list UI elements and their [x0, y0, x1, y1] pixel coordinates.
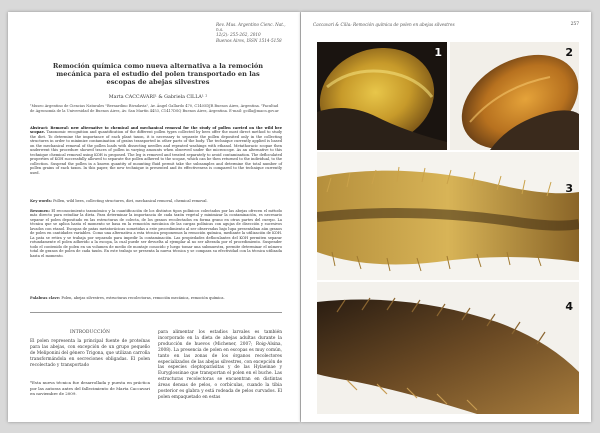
footnote: *Esta nueva técnica fue desarrollada y puesta en práctica por las autoras antes del fallecimiento de Marta Caccavari en noviembre de 2009.: [30, 380, 150, 396]
journal-running-head: [216, 22, 286, 43]
palabras-text: Polen, abejas silvestres, estructuras recolectoras, remoción mecánica, remoción química.: [61, 296, 225, 300]
article-title: Remoción química como nueva alternativa a la remoción mecánica para el estudio del polen transportado en las escopas de abejas silvestres: [52, 62, 264, 87]
photo-4-scopa-cleaned: [317, 282, 579, 414]
figure-label-2: 2: [565, 46, 573, 59]
intro-paragraph-continued: para alimentar los estadios larvales es también incorporado en la dieta de abejas adultas durante la producción de huevos (Michener, 2007; Roig-Alsina, 2008). La presencia de polen en escopas es muy común, tanto en las zonas de los órganos recolectores especializados de las abejas silvestres, con excepción de las especies cleptoparásitas y de las Hylaeinae y Euryglossinae que transportan el polen en el buche. Las estructuras recolectoras se encuentran en distintas áreas densas de pelos, o corbículas, cuando la tibia posterior es glabra y está rodeada de pelos curvados. El polen empaquetado en estas: [158, 330, 282, 400]
figure-label-4: 4: [565, 300, 573, 313]
right-page: [301, 12, 591, 422]
resumen-text: El reconocimiento taxonómico y la cuantificación de los distintos tipos polínicos colectados por las abejas ofrecen el método más directo para estudiar la dieta. Para determinar la importancia de cada taxón vegetal y minimizar la contaminación, es necesario separar el polen depositado en las estructuras de colecta, de los granos recolectados en forma grano en otras partes del cuerpo. La técnica que se aplica hasta el momento se basa en la remoción mecánica de las cargas polínicas con agujas de disección y sucesivos lavados con etanol. Escopas de patas metatorácicas sometidas a este procedimiento al ser observadas bajo lupa presentaban aún granos de polen en cantidades variables. Como una alternativa a esta técnica proponemos la remoción química, mediante la utilización de KOH. La pata se retira y se trabaja por separado para impedir la contaminación. Las propiedades defloculantes del KOH permiten separar rotundamente el polen adherido a la escopa, la cual puede ser devuelta al ejemplar al no ser alterada por el procedimiento. Suspender todo el contenido de polen en un volumen de medio de montaje conocido y luego tomar una submuestra, permite determinar el número total de granos de polen de cada taxón. En este trabajo se presenta la nueva técnica y se compara su efectividad con la técnica utilizada hasta el momento.: [30, 209, 282, 258]
figure-plate: [317, 42, 579, 414]
keywords-text: Pollen, wild bees, collecting structures, diet, mechanical removal, chemical removal.: [53, 199, 208, 203]
keywords: [30, 199, 282, 203]
abstract-label: Abstract: Removal: new alternative to chemical and mechanical removal for the study of pollen carried on the wild bee scopae.: [30, 126, 282, 135]
body-column-right: [158, 330, 282, 401]
journal-name: Rev. Mus. Argentino Cienc. Nat., n.s.: [216, 22, 286, 33]
figure-label-1: 1: [434, 46, 442, 59]
palabras-clave: [30, 296, 282, 300]
palabras-label: Palabras clave:: [30, 296, 61, 300]
resumen: [30, 209, 282, 258]
journal-volume: 12(2): 255-262, 2010: [216, 32, 261, 38]
abstract-text: Taxonomic recognition and quantification of the different pollen types collected by bees offer the most direct method to study the diet. To determine the importance of each plant taxon, it is necessary to separate the pollen deposited only in the collecting structures in order to minimize contamination of grains transported in other parts of the body. The technique currently applied is based on the mechanical removal of the pollen loads with dissecting needles and repeated washings with ethanol. Metathoracic scopae then underwent this procedure showed traces of pollen in varying amounts when observed under the microscope. As an alternative to this technique chemical removal using KOH is proposed. The leg is removed and treated separately to avoid contamination. The defloculated properties of KOH successfully allowed to separate the pollen adhered to the scopae, which can be then returned to the individual, to the collection. Suspend the pollen in a known quantity of mounting fluid permit take the subsamples and determine the total number of pollen grains of each taxon. In this paper, the new technique is presented and its effectiveness is compared to the technique currently used.: [30, 130, 282, 175]
keywords-label: Key words:: [30, 199, 52, 203]
intro-paragraph: El polen representa la principal fuente de proteínas para las abejas, con excepción de un grupo pequeño de Meliponini del género Trigona, que utilizan carroña transformándola en secreciones obligadas. El polen recolectado y transportado: [30, 338, 150, 368]
page-number: 257: [570, 22, 579, 27]
left-page: [8, 12, 300, 422]
figure-label-3: 3: [565, 182, 573, 195]
abstract: [30, 126, 282, 175]
author-affiliation: ¹Museo Argentino de Ciencias Naturales "Bernardino Rivadavia", Av. Ángel Gallardo 470, C1405DJR Buenos Aires, Argentina. ²Facultad de Agronomía de la Universidad de Buenos Aires, Av. San Martín 4453, C1417DSQ Buenos Aires, Argentina. E-mail: gcilla@macn.gov.ar: [30, 104, 279, 113]
article-authors: Marta CACCAVARI¹ & Gabriela CILLA¹ ²: [108, 95, 208, 100]
journal-issn: Buenos Aires, ISSN 1514-5158: [216, 37, 282, 43]
resumen-label: Resumen:: [30, 209, 50, 213]
photo-3-scopa-wide: [317, 152, 579, 280]
body-column-left: [30, 330, 150, 396]
photo-2-leg-orange-pollen: [450, 42, 579, 150]
intro-heading: INTRODUCCIÓN: [69, 330, 111, 335]
section-divider: [30, 312, 282, 313]
photo-1-leg-with-pollen: [317, 42, 447, 150]
article-running-head: Caccavari & Cilla: Remoción química de polen en abejas silvestres: [313, 22, 455, 27]
